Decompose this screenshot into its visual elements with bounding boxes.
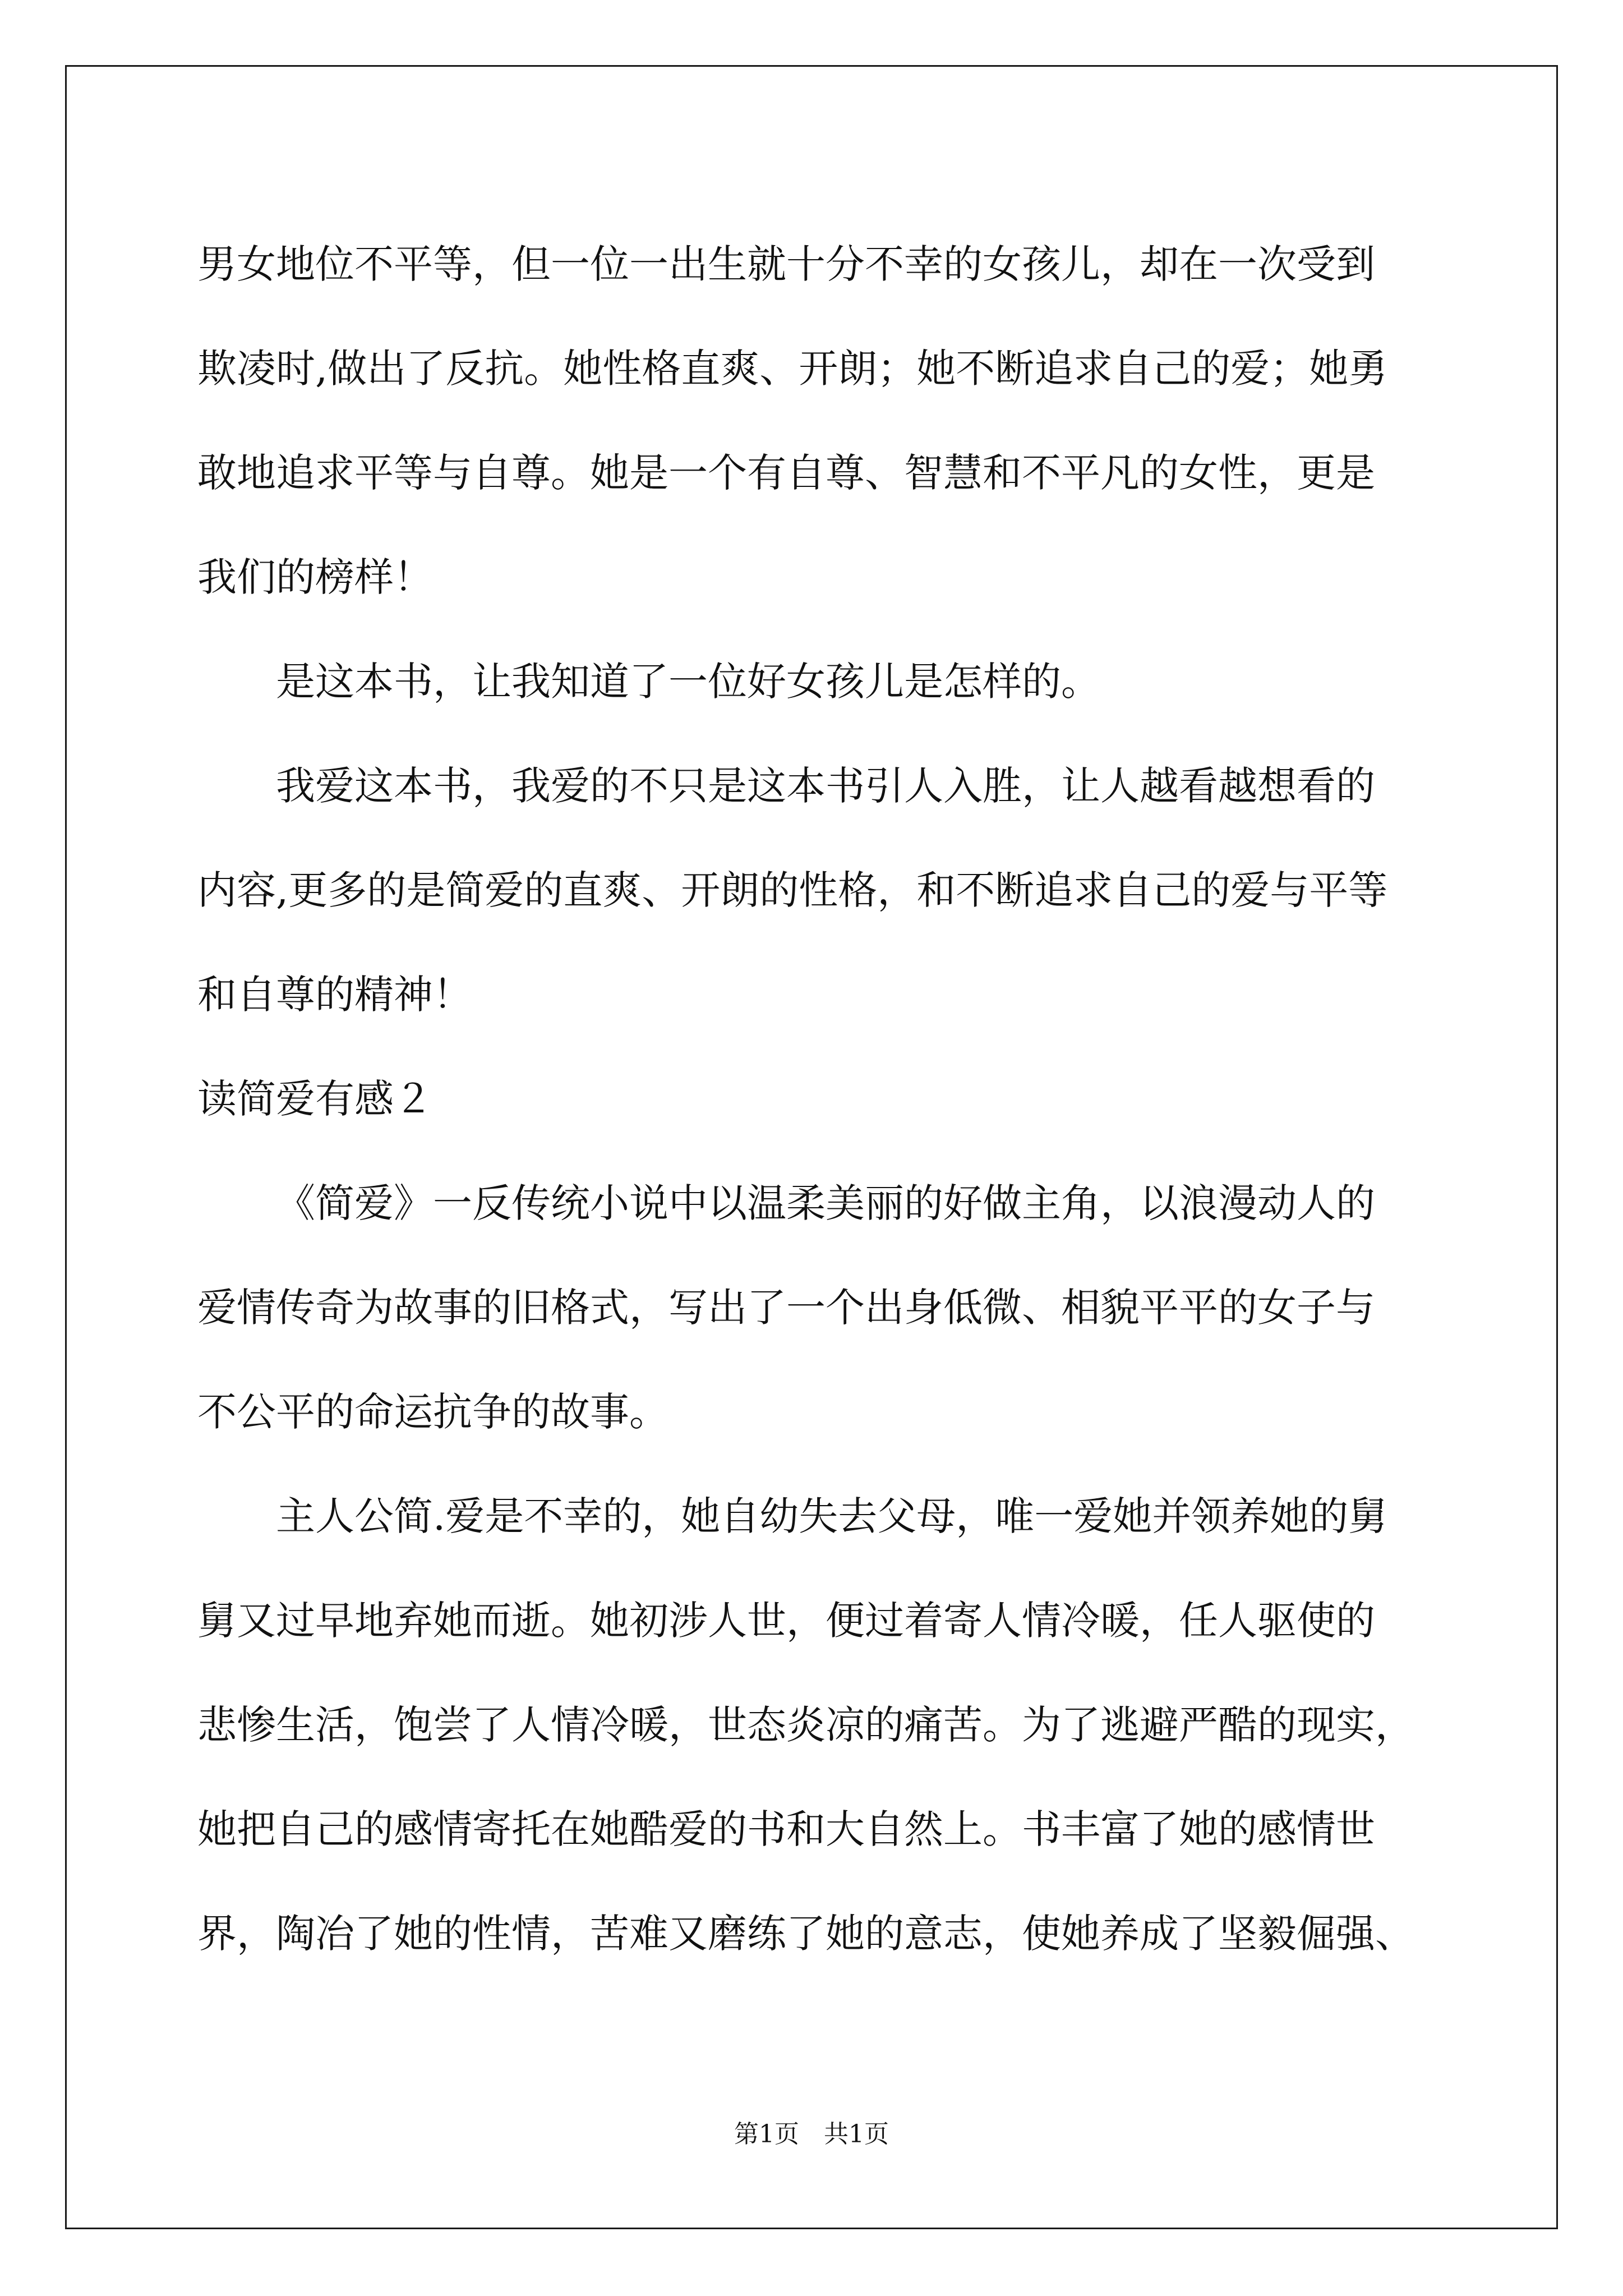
text-line: 敢地追求平等与自尊。她是一个有自尊、智慧和不平凡的女性，更是 (197, 450, 1375, 496)
text-line: 欺凌时,做出了反抗。她性格直爽、开朗；她不断追求自己的爱；她勇 (197, 346, 1388, 392)
document-body (197, 212, 1454, 1986)
text-line: 不公平的命运抗争的故事。 (197, 1389, 668, 1435)
text-line: 是这本书，让我知道了一位好女孩儿是怎样的。 (276, 659, 1100, 705)
text-line: 我们的榜样！ (197, 554, 433, 600)
text-line: 内容,更多的是简爱的直爽、开朗的性格，和不断追求自己的爱与平等 (197, 867, 1388, 913)
text-line: 主人公简.爱是不幸的，她自幼失去父母，唯一爱她并领养她的舅 (276, 1493, 1388, 1539)
text-line: 她把自己的感情寄托在她酷爱的书和大自然上。书丰富了她的感情世 (197, 1806, 1375, 1852)
text-line: 界，陶冶了她的性情，苦难又磨练了她的意志，使她养成了坚毅倔强、 (197, 1911, 1414, 1957)
text-line: 读简爱有感２ (197, 1076, 433, 1122)
text-line: 舅又过早地弃她而逝。她初涉人世，便过着寄人情冷暖，任人驱使的 (197, 1598, 1375, 1644)
text-line: 和自尊的精神！ (197, 972, 472, 1018)
text-line: 悲惨生活，饱尝了人情冷暖，世态炎凉的痛苦。为了逃避严酷的现实， (197, 1702, 1414, 1748)
text-line: 爱情传奇为故事的旧格式，写出了一个出身低微、相貌平平的女子与 (197, 1285, 1375, 1331)
text-line: 我爱这本书，我爱的不只是这本书引人入胜，让人越看越想看的 (276, 763, 1375, 809)
text-line: 男女地位不平等，但一位一出生就十分不幸的女孩儿，却在一次受到 (197, 241, 1375, 287)
text-line: 《简爱》一反传统小说中以温柔美丽的好做主角，以浪漫动人的 (276, 1180, 1375, 1226)
page-footer: 第1页 共1页 (734, 2120, 889, 2148)
